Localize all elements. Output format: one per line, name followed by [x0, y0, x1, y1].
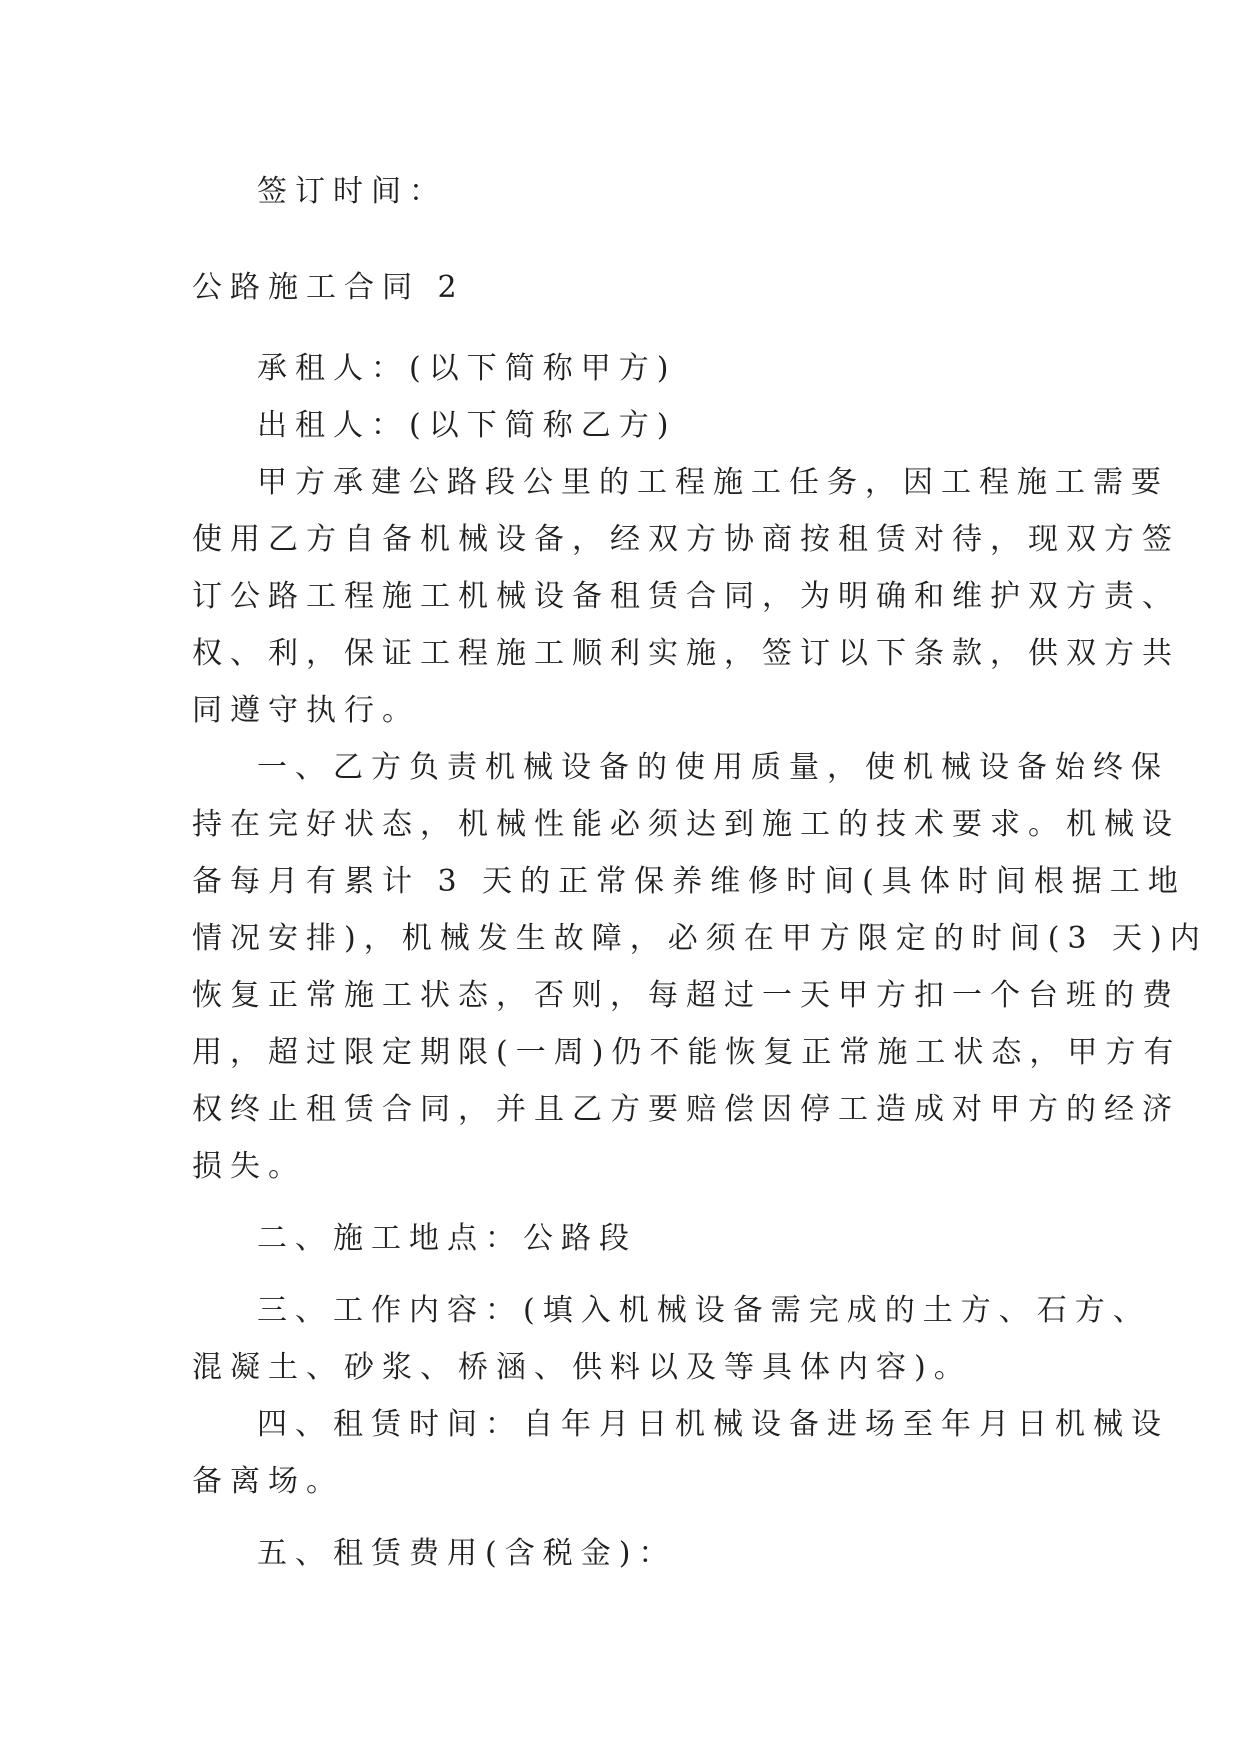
clause-1-line: 恢复正常施工状态，否则，每超过一天甲方扣一个台班的费	[192, 978, 1180, 1013]
clause-3-line: 三、工作内容：(填入机械设备需完成的土方、石方、	[257, 1293, 1151, 1328]
clause-5-line: 五、租赁费用(含税金)：	[257, 1536, 677, 1571]
clause-1-line: 一、乙方负责机械设备的使用质量，使机械设备始终保	[257, 750, 1169, 785]
clause-4-line: 备离场。	[192, 1464, 344, 1499]
clause-1-line: 情况安排)，机械发生故障，必须在甲方限定的时间(3 天)内	[192, 921, 1208, 956]
clause-4-line: 四、租赁时间：自年月日机械设备进场至年月日机械设	[257, 1407, 1169, 1442]
clause-3-line: 混凝土、砂浆、桥涵、供料以及等具体内容)。	[192, 1350, 972, 1385]
preamble-line: 甲方承建公路段公里的工程施工任务，因工程施工需要	[257, 465, 1169, 500]
clause-1-line: 持在完好状态，机械性能必须达到施工的技术要求。机械设	[192, 807, 1180, 842]
preamble-line: 同遵守执行。	[192, 693, 420, 728]
contract-title: 公路施工合同 2	[192, 270, 465, 305]
clause-1-line: 备每月有累计 3 天的正常保养维修时间(具体时间根据工地	[192, 864, 1186, 899]
sign-date-label: 签订时间：	[257, 174, 447, 209]
lessee-line: 承租人：(以下简称甲方)	[257, 351, 677, 386]
preamble-line: 权、利，保证工程施工顺利实施，签订以下条款，供双方共	[192, 636, 1180, 671]
clause-1-line: 损失。	[192, 1149, 306, 1184]
preamble-line: 使用乙方自备机械设备，经双方协商按租赁对待，现双方签	[192, 522, 1180, 557]
clause-1-line: 用，超过限定期限(一周)仍不能恢复正常施工状态，甲方有	[192, 1035, 1182, 1070]
preamble-line: 订公路工程施工机械设备租赁合同，为明确和维护双方责、	[192, 579, 1180, 614]
clause-1-line: 权终止租赁合同，并且乙方要赔偿因停工造成对甲方的经济	[192, 1092, 1180, 1127]
clause-2-line: 二、施工地点：公路段	[257, 1221, 637, 1256]
lessor-line: 出租人：(以下简称乙方)	[257, 408, 677, 443]
